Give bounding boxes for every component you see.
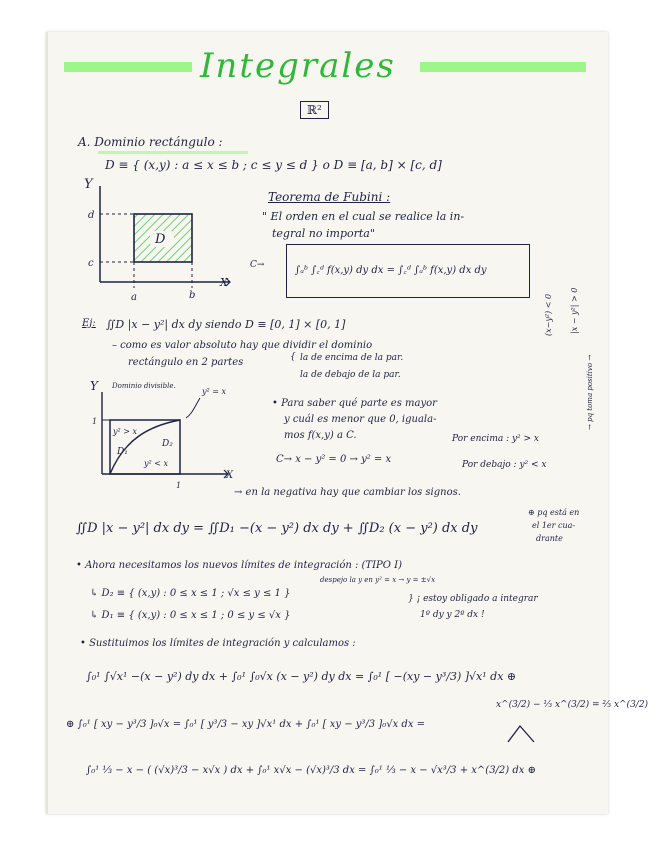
por-encima: Por encima : y² > x [452, 434, 539, 444]
note-right-3: drante [536, 534, 563, 543]
obligado-line-2: 1º dy y 2º dx ! [420, 610, 485, 620]
abs-brace: { [290, 352, 296, 362]
note-right-1: ⊕ pq está en [528, 508, 580, 517]
fubini-formula-box [286, 244, 530, 298]
title-highlight-right [420, 62, 586, 72]
calc-line-1: ∫₀¹ ∫√x¹ −(x − y²) dy dx + ∫₀¹ ∫₀√x (x − y²) dy dx = ∫₀¹ [ −(xy − y³/3) ]√x¹ dx ⊕ [86, 670, 517, 683]
example-label: Ej: [82, 318, 96, 329]
fubini-arrow: C→ [250, 260, 265, 270]
calc-line-3: ∫₀¹ ⅓ − x − ( (√x)³/3 − x√x ) dx + ∫₀¹ x√x − (√x)³/3 dx = ∫₀¹ ⅓ − x − √x³/3 + x^(3/2) dx ⊕ [86, 765, 536, 776]
despejo-note: despejo la y en y² = x → y = ±√x [320, 576, 436, 584]
graph2-below-label: y² < x [144, 459, 169, 468]
section-a-heading: A. Dominio rectángulo : [78, 135, 223, 149]
abs-option-above: la de encima de la par. [300, 353, 404, 363]
graph1-c-label: c [88, 258, 94, 269]
d2-definition: ↳ D₂ ≡ { (x,y) : 0 ≤ x ≤ 1 ; √x ≤ y ≤ 1 } [90, 588, 291, 599]
graph1-y-label: Y [84, 177, 93, 192]
graph2-one-x: 1 [176, 481, 182, 490]
graph2-d2-label: D₂ [162, 439, 173, 449]
abs-line-2: rectángulo en 2 partes [128, 357, 244, 368]
side-note-arrow: → pq toma positivo → [586, 354, 594, 430]
graph1-a-label: a [131, 292, 137, 303]
fubini-formula: ∫ₐᵇ ∫꜀ᵈ f(x,y) dy dx = ∫꜀ᵈ ∫ₐᵇ f(x,y) dx dy [295, 265, 487, 276]
graph2-curve-label: y² = x [202, 387, 227, 396]
page-title: Integrales [200, 46, 396, 86]
subtitle-box: ℝ² [300, 101, 329, 119]
fubini-text-1: " El orden en el cual se realice la in- [262, 210, 465, 223]
graph1-region-label: D [155, 232, 166, 247]
abs-option-below: la de debajo de la par. [300, 370, 401, 380]
split-formula: ∬D |x − y²| dx dy = ∬D₁ −(x − y²) dx dy + ∬D₂ (x − y²) dx dy [76, 521, 478, 536]
graph2-d1-label: D₁ [117, 447, 128, 457]
calc-line-2: ⊕ ∫₀¹ [ xy − y³/3 ]₀√x = ∫₀¹ [ y³/3 − xy ]√x¹ dx + ∫₀¹ [ xy − y³/3 ]₀√x dx = [66, 719, 426, 730]
negativa-note: → en la negativa hay que cambiar los signos. [234, 487, 461, 498]
calc-side-note: x^(3/2) − ⅓ x^(3/2) = ⅔ x^(3/2) [496, 700, 649, 710]
fubini-text-2: tegral no importa" [272, 227, 375, 240]
graph1-x-label: X [220, 276, 228, 289]
caret-mark [506, 724, 536, 744]
split-domain-graph [90, 378, 250, 503]
side-note-negative: (x−y²) < 0 [544, 293, 553, 336]
sustituimos-line: • Sustituimos los límites de integración y calculamos : [80, 638, 356, 649]
por-debajo: Por debajo : y² < x [462, 460, 547, 470]
graph2-above-label: y² > x [113, 427, 138, 436]
example-statement: ∬D |x − y²| dx dy siendo D ≡ [0, 1] × [0, 1] [106, 318, 346, 331]
d1-definition: ↳ D₁ ≡ { (x,y) : 0 ≤ x ≤ 1 ; 0 ≤ y ≤ √x } [90, 610, 291, 621]
para-line-4: C→ x − y² = 0 → y² = x [276, 454, 392, 465]
note-right-2: el 1er cua- [532, 521, 576, 530]
ahora-line: • Ahora necesitamos los nuevos límites de integración : (TIPO I) [76, 560, 402, 571]
graph1-b-label: b [189, 290, 196, 301]
obligado-line-1: } ¡ estoy obligado a integrar [408, 594, 538, 604]
graph2-one-y: 1 [92, 417, 98, 426]
section-a-underline [98, 151, 248, 154]
rectangle-domain-graph [80, 178, 240, 308]
para-line-3: mos f(x,y) a C. [284, 430, 357, 441]
fubini-title: Teorema de Fubini : [268, 190, 391, 204]
para-line-2: y cuál es menor que 0, iguala- [284, 414, 437, 425]
graph2-y-label: Y [90, 379, 98, 393]
side-note-positive: |x − y²| > 0 [570, 287, 579, 334]
title-highlight-left [64, 62, 192, 72]
para-line-1: • Para saber qué parte es mayor [272, 398, 437, 409]
abs-line-1: – como es valor absoluto hay que dividir el dominio [112, 340, 373, 351]
graph2-x-label: X [226, 470, 234, 481]
domain-definition: D ≡ { (x,y) : a ≤ x ≤ b ; c ≤ y ≤ d } o D ≡ [a, b] × [c, d] [105, 158, 442, 172]
graph2-domain-note: Dominio divisible. [112, 382, 176, 390]
graph1-d-label: d [88, 210, 95, 221]
